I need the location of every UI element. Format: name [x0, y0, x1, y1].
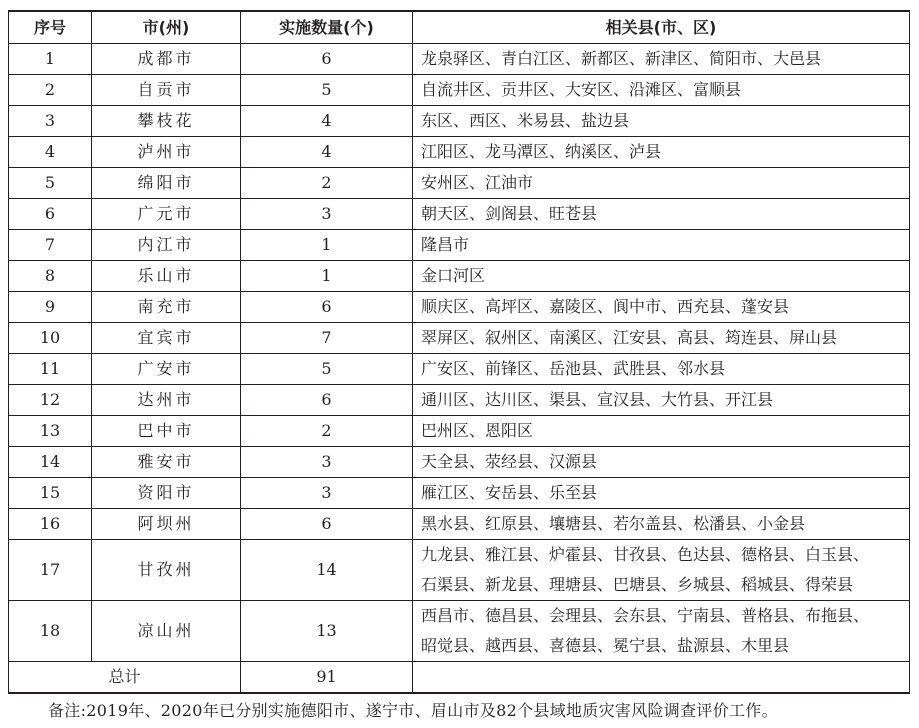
row-city [92, 509, 241, 540]
row-count: 2 [241, 416, 413, 447]
row-city-label: 甘孜州 [137, 560, 195, 579]
row-count: 4 [241, 106, 413, 137]
row-city-label: 凉山州 [137, 621, 195, 640]
table-row [9, 230, 910, 261]
table-header-row [9, 11, 910, 44]
row-counties-line: 石渠县、新龙县、理塘县、巴塘县、乡城县、稻城县、得荣县 [421, 575, 854, 594]
row-counties-line: 西昌市、德昌县、会理县、会东县、宁南县、普格县、布拖县、 [421, 606, 870, 625]
row-count: 6 [241, 509, 413, 540]
row-count: 3 [241, 199, 413, 230]
row-city-label: 成都市 [137, 49, 195, 68]
row-city-label: 广元市 [137, 204, 195, 223]
row-count: 6 [241, 44, 413, 75]
table-row [9, 168, 910, 199]
row-city [92, 261, 241, 292]
row-counties [413, 168, 910, 199]
row-city [92, 44, 241, 75]
row-counties [413, 292, 910, 323]
row-index: 18 [9, 601, 92, 662]
row-counties [413, 230, 910, 261]
row-counties [413, 137, 910, 168]
table-row [9, 447, 910, 478]
table-row [9, 75, 910, 106]
row-count: 6 [241, 292, 413, 323]
row-count: 1 [241, 261, 413, 292]
row-counties-line: 安州区、江油市 [421, 173, 534, 192]
row-counties-line: 九龙县、雅江县、炉霍县、甘孜县、色达县、德格县、白玉县、 [421, 545, 870, 564]
row-counties-line: 昭觉县、越西县、喜德县、冕宁县、盐源县、木里县 [421, 636, 790, 655]
row-counties-line: 自流井区、贡井区、大安区、沿滩区、富顺县 [421, 80, 742, 99]
table-row [9, 199, 910, 230]
row-city-label: 资阳市 [137, 483, 195, 502]
row-city-label: 南充市 [137, 297, 195, 316]
row-city [92, 416, 241, 447]
table-row [9, 292, 910, 323]
row-index: 1 [9, 44, 92, 75]
table-row [9, 416, 910, 447]
row-index: 5 [9, 168, 92, 199]
table-row [9, 478, 910, 509]
row-city [92, 199, 241, 230]
row-city-label: 广安市 [137, 359, 195, 378]
table-row [9, 385, 910, 416]
header-index: 序号 [9, 11, 92, 44]
table-body [9, 44, 910, 694]
row-count: 3 [241, 478, 413, 509]
row-counties-line: 隆昌市 [421, 235, 470, 254]
row-counties-line: 巴州区、恩阳区 [421, 421, 534, 440]
row-city [92, 447, 241, 478]
row-index: 2 [9, 75, 92, 106]
row-counties [413, 75, 910, 106]
header-counties: 相关县(市、区) [413, 11, 910, 44]
row-counties [413, 354, 910, 385]
header-city: 市(州) [92, 11, 241, 44]
row-index: 4 [9, 137, 92, 168]
row-city-label: 泸州市 [137, 142, 195, 161]
county-survey-table [8, 10, 910, 694]
row-city-label: 宜宾市 [137, 328, 195, 347]
row-count: 6 [241, 385, 413, 416]
row-counties [413, 44, 910, 75]
row-counties [413, 106, 910, 137]
row-city-label: 雅安市 [137, 452, 195, 471]
row-index: 10 [9, 323, 92, 354]
row-count: 3 [241, 447, 413, 478]
row-count: 5 [241, 354, 413, 385]
table-row [9, 509, 910, 540]
row-city-label: 巴中市 [137, 421, 195, 440]
row-city [92, 137, 241, 168]
row-index: 12 [9, 385, 92, 416]
total-counties-empty [413, 662, 910, 694]
row-index: 13 [9, 416, 92, 447]
row-city [92, 478, 241, 509]
row-index: 9 [9, 292, 92, 323]
row-counties [413, 261, 910, 292]
table-row [9, 106, 910, 137]
row-city [92, 75, 241, 106]
row-index: 7 [9, 230, 92, 261]
row-index: 17 [9, 540, 92, 601]
row-counties-line: 金口河区 [421, 266, 486, 285]
table-row [9, 601, 910, 662]
row-counties-line: 东区、西区、米易县、盐边县 [421, 111, 630, 130]
row-city [92, 323, 241, 354]
footnote: 备注:2019年、2020年已分别实施德阳市、遂宁市、眉山市及82个县域地质灾害风险调查评价工作。 [48, 701, 778, 720]
row-counties-line: 广安区、前锋区、岳池县、武胜县、邻水县 [421, 359, 726, 378]
row-index: 15 [9, 478, 92, 509]
row-counties [413, 601, 910, 662]
row-counties [413, 540, 910, 601]
row-counties-line: 江阳区、龙马潭区、纳溪区、泸县 [421, 142, 662, 161]
row-city [92, 354, 241, 385]
row-counties-line: 翠屏区、叙州区、南溪区、江安县、高县、筠连县、屏山县 [421, 328, 838, 347]
row-city-label: 乐山市 [137, 266, 195, 285]
row-counties [413, 199, 910, 230]
row-count: 1 [241, 230, 413, 261]
header-count: 实施数量(个) [241, 11, 413, 44]
row-count: 13 [241, 601, 413, 662]
row-city-label: 达州市 [137, 390, 195, 409]
row-count: 2 [241, 168, 413, 199]
row-city-label: 攀枝花 [137, 111, 195, 130]
table-row [9, 261, 910, 292]
row-counties-line: 天全县、荥经县、汉源县 [421, 452, 598, 471]
row-city-label: 内江市 [137, 235, 195, 254]
row-index: 16 [9, 509, 92, 540]
row-count: 4 [241, 137, 413, 168]
row-city [92, 385, 241, 416]
row-counties-line: 黑水县、红原县、壤塘县、若尔盖县、松潘县、小金县 [421, 514, 806, 533]
total-row [9, 662, 910, 694]
table-row [9, 44, 910, 75]
row-counties-line: 朝天区、剑阁县、旺苍县 [421, 204, 598, 223]
row-city-label: 自贡市 [137, 80, 195, 99]
row-counties [413, 478, 910, 509]
row-index: 3 [9, 106, 92, 137]
row-city [92, 230, 241, 261]
row-counties [413, 447, 910, 478]
row-count: 5 [241, 75, 413, 106]
row-city-label: 阿坝州 [137, 514, 195, 533]
row-counties-line: 顺庆区、高坪区、嘉陵区、阆中市、西充县、蓬安县 [421, 297, 790, 316]
row-city [92, 106, 241, 137]
table-row [9, 137, 910, 168]
table-row [9, 323, 910, 354]
row-index: 14 [9, 447, 92, 478]
row-index: 6 [9, 199, 92, 230]
table-row [9, 540, 910, 601]
row-city [92, 168, 241, 199]
row-counties-line: 通川区、达川区、渠县、宣汉县、大竹县、开江县 [421, 390, 774, 409]
row-city [92, 540, 241, 601]
row-counties [413, 509, 910, 540]
row-city [92, 601, 241, 662]
row-city [92, 292, 241, 323]
table-row [9, 354, 910, 385]
row-count: 7 [241, 323, 413, 354]
row-counties-line: 龙泉驿区、青白江区、新都区、新津区、简阳市、大邑县 [421, 49, 822, 68]
total-value: 91 [241, 662, 413, 694]
row-counties [413, 416, 910, 447]
row-index: 8 [9, 261, 92, 292]
row-index: 11 [9, 354, 92, 385]
row-counties [413, 323, 910, 354]
row-counties-line: 雁江区、安岳县、乐至县 [421, 483, 598, 502]
row-counties [413, 385, 910, 416]
total-label: 总计 [9, 662, 241, 694]
row-city-label: 绵阳市 [137, 173, 195, 192]
row-count: 14 [241, 540, 413, 601]
